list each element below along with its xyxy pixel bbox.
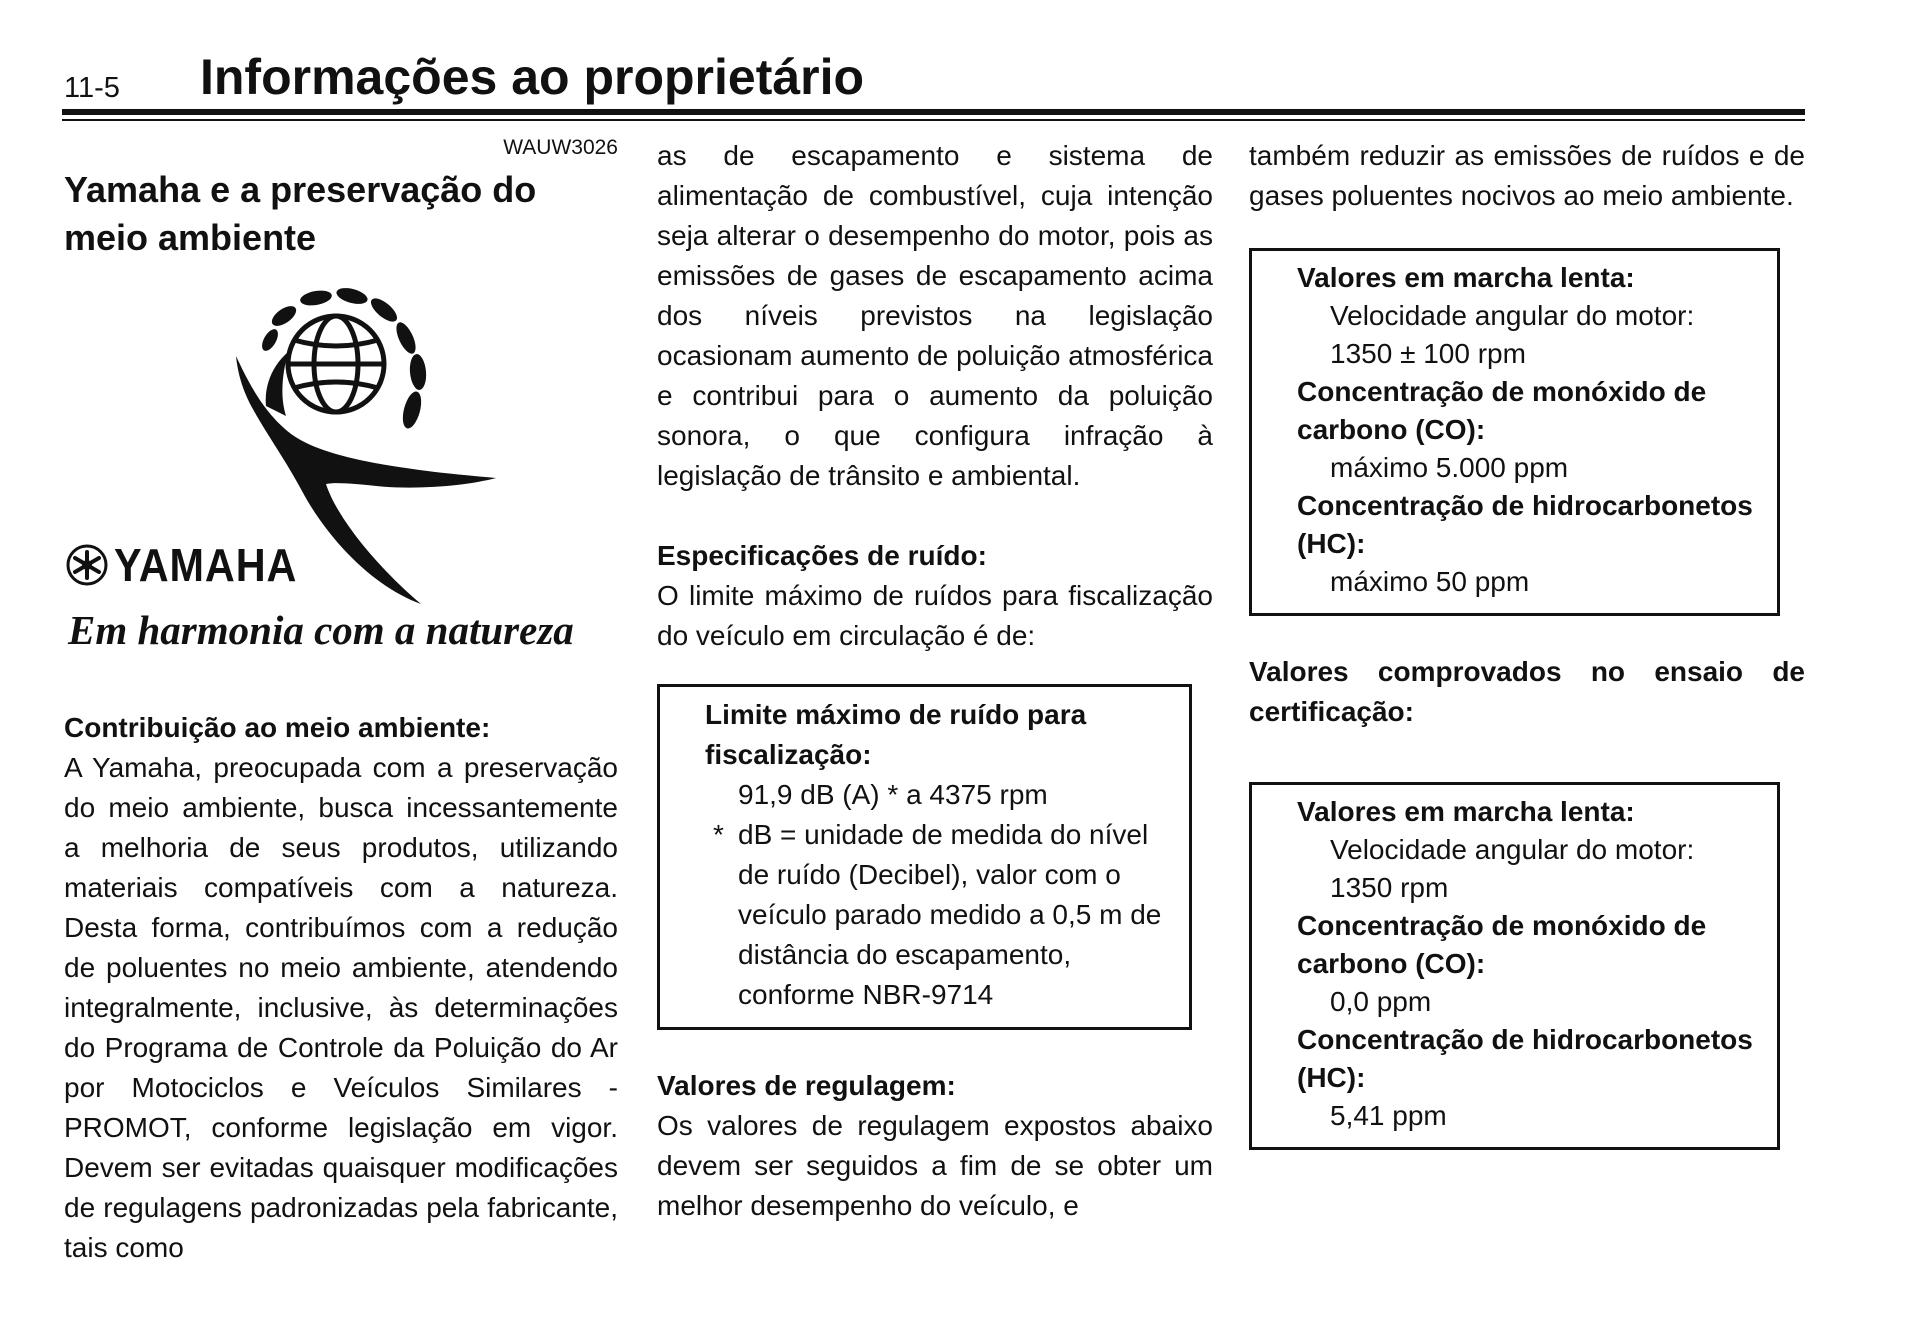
speed-label: Velocidade angular do motor: bbox=[1330, 300, 1695, 331]
hc-label: Concentração de hidrocarbonetos (HC): bbox=[1297, 490, 1753, 559]
continuation-text-right: também reduzir as emissões de ruídos e de gases poluentes nocivos ao meio ambiente. bbox=[1249, 140, 1805, 211]
column-middle bbox=[657, 136, 1213, 1226]
contribution-text: A Yamaha, preocupada com a preservação do meio ambiente, busca incessantemente a melhoria de seus produtos, utilizando materiais compatíveis com a natureza. Desta forma, contribuímos com a redução de poluentes no meio ambiente, atendendo integralmente, inclusive, às determinações do Programa de Controle da Poluição do Ar por Motociclos e Veículos Similares - PROMOT, conforme legislação em vigor. Devem ser evitadas quaisquer modificações de regulagens padronizadas pela fabricante, tais como bbox=[64, 752, 618, 1263]
noise-limit-value: 91,9 dB (A) * a 4375 rpm bbox=[738, 779, 1048, 810]
regulation-text: Os valores de regulagem expostos abaixo devem ser seguidos a fim de se obter um melhor desempenho do veículo, e bbox=[657, 1110, 1213, 1221]
section-title: Yamaha e a preservação do meio ambiente bbox=[64, 169, 537, 258]
certified-heading: Valores comprovados no ensaio de certificação: bbox=[1249, 656, 1805, 727]
footnote-text: dB = unidade de medida do nível de ruído (Decibel), valor com o veículo parado medido a 0,5 m de distância do escapamento, conforme NBR-9714 bbox=[738, 819, 1162, 1010]
certified-values-box bbox=[1249, 782, 1780, 1150]
co-label: Concentração de monóxido de carbono (CO): bbox=[1297, 376, 1707, 445]
section-code: WAUW3026 bbox=[503, 136, 618, 159]
logo-tagline: Em harmonia com a natureza bbox=[68, 607, 574, 653]
yamaha-wordmark: YAMAHA bbox=[114, 539, 298, 591]
certified-speed-value: 1350 rpm bbox=[1330, 872, 1449, 903]
certified-co-label: Concentração de monóxido de carbono (CO): bbox=[1297, 910, 1707, 979]
noise-text: O limite máximo de ruídos para fiscalização do veículo em circulação é de: bbox=[657, 580, 1213, 651]
certified-co-value: 0,0 ppm bbox=[1330, 986, 1432, 1017]
contribution-heading: Contribuição ao meio ambiente: bbox=[64, 712, 491, 743]
noise-limit-box bbox=[657, 684, 1192, 1030]
certified-box-heading: Valores em marcha lenta: bbox=[1297, 796, 1635, 827]
column-right bbox=[1249, 136, 1805, 1150]
yamaha-brand-mark bbox=[66, 539, 318, 591]
co-value: máximo 5.000 ppm bbox=[1330, 452, 1569, 483]
header-rule bbox=[62, 109, 1805, 115]
certified-speed-label: Velocidade angular do motor: bbox=[1330, 834, 1695, 865]
continuation-text: as de escapamento e sistema de alimentação de combustível, cuja intenção seja alterar o desempenho do motor, pois as emissões de gases de escapamento acima dos níveis previstos na legislação ocasionam aumento de poluição atmosférica e contribui para o aumento da poluição sonora, o que configura infração à legislação de trânsito e ambiental. bbox=[657, 140, 1213, 491]
noise-box-heading: Limite máximo de ruído para fiscalização: bbox=[705, 699, 1087, 770]
column-left bbox=[64, 136, 618, 1268]
tuning-fork-emblem-icon bbox=[66, 544, 108, 586]
page-title: Informações ao proprietário bbox=[200, 49, 865, 105]
idle-values-box bbox=[1249, 248, 1780, 616]
yamaha-environment-logo bbox=[64, 280, 618, 680]
certified-hc-label: Concentração de hidrocarbonetos (HC): bbox=[1297, 1024, 1753, 1093]
footnote-marker: * bbox=[713, 819, 724, 850]
noise-heading: Especificações de ruído: bbox=[657, 540, 987, 571]
regulation-heading: Valores de regulagem: bbox=[657, 1070, 956, 1101]
certified-hc-value: 5,41 ppm bbox=[1330, 1100, 1447, 1131]
header-rule-thin bbox=[62, 119, 1805, 121]
speed-value: 1350 ± 100 rpm bbox=[1330, 338, 1526, 369]
idle-box-heading: Valores em marcha lenta: bbox=[1297, 262, 1635, 293]
hc-value: máximo 50 ppm bbox=[1330, 566, 1530, 597]
page-number: 11-5 bbox=[64, 72, 120, 104]
noise-footnote bbox=[705, 815, 1169, 1015]
